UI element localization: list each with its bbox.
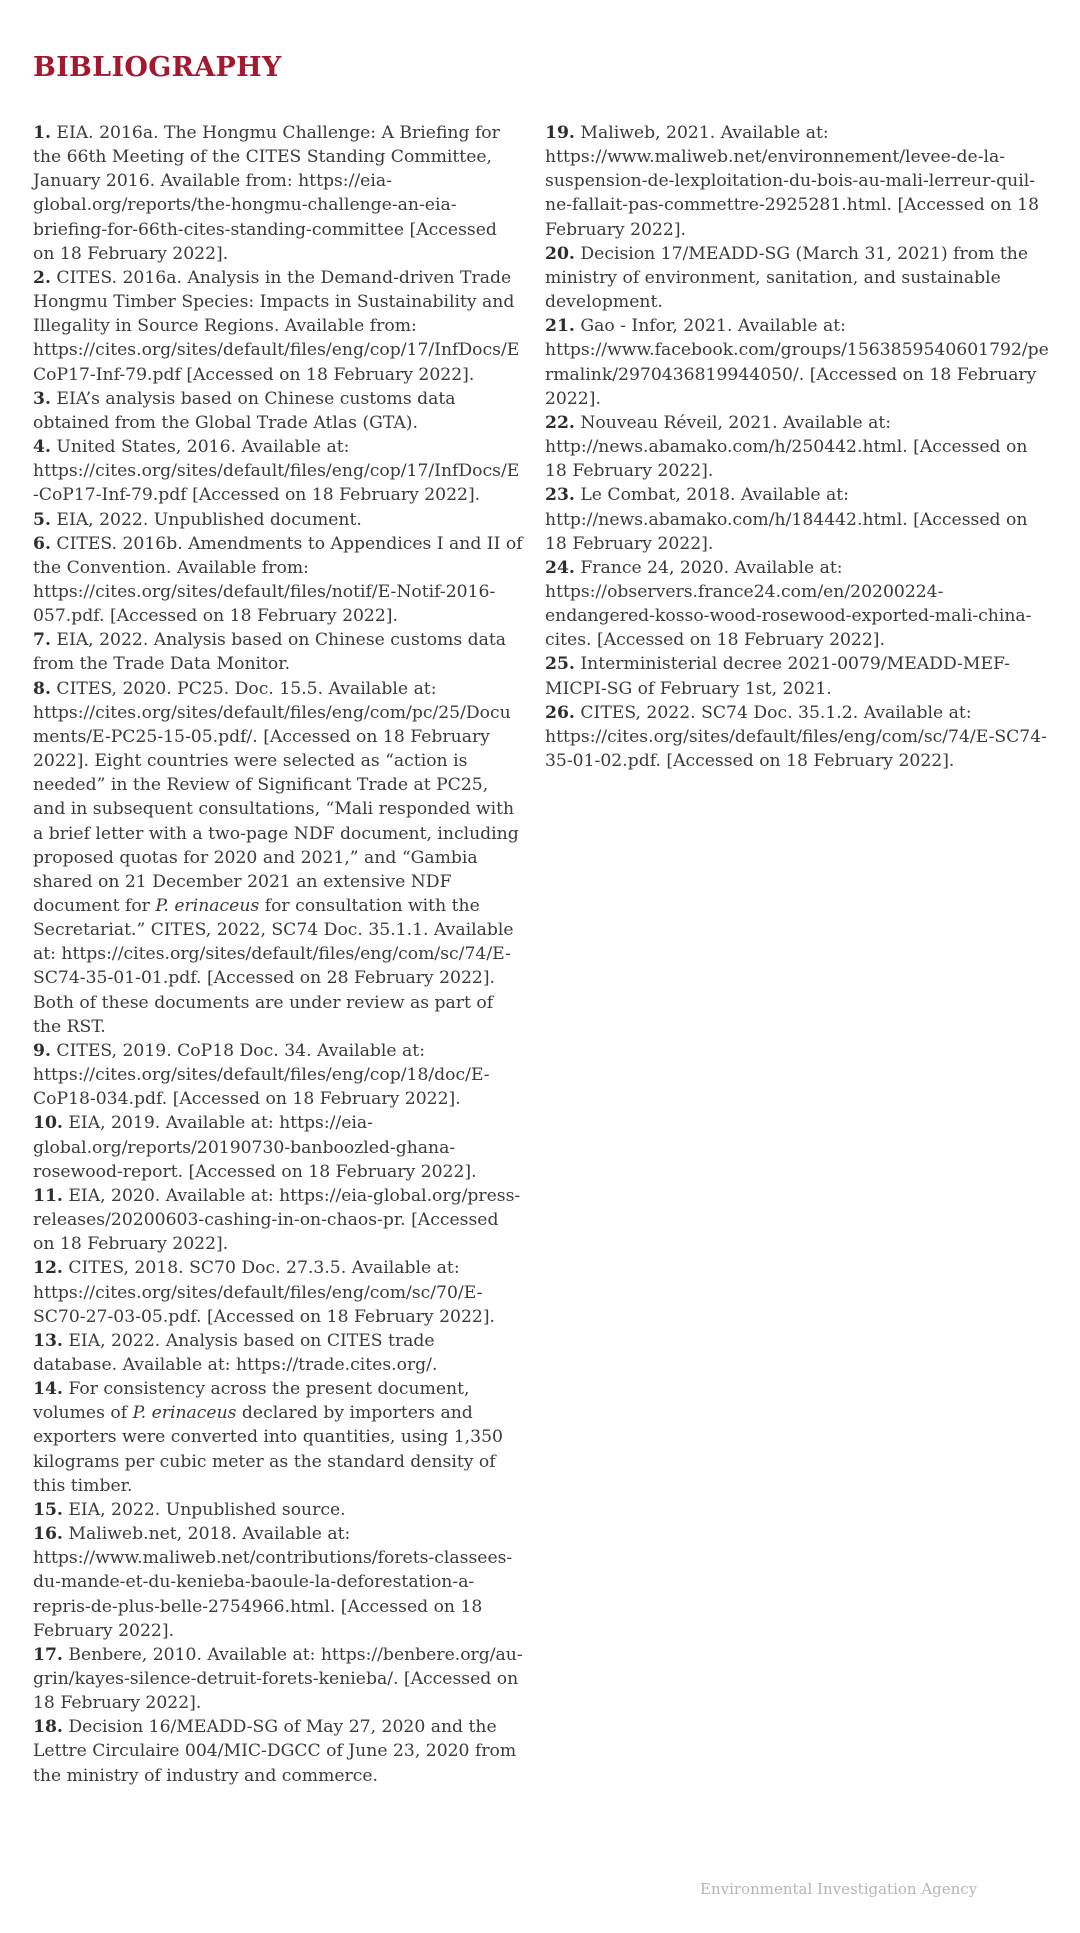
reference-text: EIA, 2020. Available at: https://eia-global.org/press-releases/20200603-cashing-in-on-chaos-pr. [Accessed on 18 February 2022]. xyxy=(33,1185,521,1255)
reference-number: 1. xyxy=(33,123,51,143)
reference-number: 21. xyxy=(545,316,575,337)
reference-number: 26. xyxy=(545,702,575,723)
reference-text: Maliweb.net, 2018. Available at: https://www.maliweb.net/contributions/forets-classees-du-mande-et-du-kenieba-baoule-la-deforestation-a-repris-de-plus-belle-2754966.html. [Accessed on 18 February 2022]. xyxy=(33,1524,513,1641)
reference-item xyxy=(33,532,523,629)
reference-item xyxy=(33,1715,523,1787)
reference-number: 15. xyxy=(33,1499,63,1520)
reference-number: 2. xyxy=(33,267,51,288)
reference-text: CITES, 2019. CoP18 Doc. 34. Available at: https://cites.org/sites/default/files/eng/cop/18/doc/E-CoP18-034.pdf. [Accessed on 18 February 2022]. xyxy=(33,1040,490,1110)
reference-text: Nouveau Réveil, 2021. Available at: http://news.abamako.com/h/250442.html. [Accessed on 18 February 2022]. xyxy=(545,412,1028,482)
reference-number: 24. xyxy=(545,557,575,578)
reference-text-before: CITES, 2020. PC25. Doc. 15.5. Available at: https://cites.org/sites/default/files/eng/com/pc/25/Documents/E-PC25-15-05.pdf/. [Accessed on 18 February 2022]. Eight countries were selected as “action is needed” in the Review of Significant Trade at PC25, and in subsequent consultations, “Mali responded with a brief letter with a two-page NDF document, including proposed quotas for 2020 and 2021,” and “Gambia shared on 21 December 2021 an extensive NDF document for xyxy=(33,678,519,916)
reference-number: 22. xyxy=(545,412,575,433)
reference-item xyxy=(33,677,523,1039)
reference-item xyxy=(33,628,523,676)
reference-number: 5. xyxy=(33,509,51,530)
reference-item xyxy=(33,1377,523,1498)
reference-item xyxy=(545,556,1050,653)
reference-number: 20. xyxy=(545,243,575,264)
references-right-column xyxy=(545,121,1050,773)
reference-item xyxy=(33,121,523,266)
reference-item xyxy=(33,1184,523,1256)
reference-text: EIA, 2022. Analysis based on Chinese customs data from the Trade Data Monitor. xyxy=(33,630,507,675)
reference-item xyxy=(33,1256,523,1328)
reference-item xyxy=(33,1643,523,1715)
reference-number: 6. xyxy=(33,533,51,554)
reference-text: EIA, 2019. Available at: https://eia-global.org/reports/20190730-banboozled-ghana-rosewood-report. [Accessed on 18 February 2022]. xyxy=(33,1113,477,1182)
reference-number: 13. xyxy=(33,1330,63,1351)
reference-number: 23. xyxy=(545,485,575,506)
reference-number: 17. xyxy=(33,1644,63,1665)
reference-text: CITES. 2016a. Analysis in the Demand-driven Trade Hongmu Timber Species: Impacts in Sustainability and Illegality in Source Regions. Available from: https://cites.org/sites/default/files/eng/cop/17/InfDocs/ECoP17-Inf-79.pdf [Accessed on 18 February 2022]. xyxy=(33,267,520,385)
reference-item xyxy=(545,314,1050,411)
reference-item xyxy=(33,1111,523,1183)
reference-number: 8. xyxy=(33,678,51,699)
reference-number: 3. xyxy=(33,388,51,409)
reference-item xyxy=(545,411,1050,483)
reference-text-after: for consultation with the Secretariat.” CITES, 2022, SC74 Doc. 35.1.1. Available at: https://cites.org/sites/default/files/eng/com/sc/74/E-SC74-35-01-01.pdf. [Accessed on 28 February 2022]. Both of these documents are under review as part of the RST. xyxy=(33,896,514,1037)
reference-item xyxy=(33,1522,523,1643)
reference-text: EIA, 2022. Analysis based on CITES trade database. Available at: https://trade.cites.org/. xyxy=(33,1330,438,1375)
reference-item xyxy=(545,242,1050,314)
reference-number: 12. xyxy=(33,1258,63,1279)
reference-text: Gao - Infor, 2021. Available at: https://www.facebook.com/groups/1563859540601792/permalink/2970436819944050/. [Accessed on 18 February 2022]. xyxy=(545,316,1049,409)
reference-number: 19. xyxy=(545,123,575,143)
reference-number: 4. xyxy=(33,437,51,458)
species-name: P. erinaceus xyxy=(155,896,260,916)
reference-number: 18. xyxy=(33,1717,63,1738)
reference-item xyxy=(33,1329,523,1377)
page-title: BIBLIOGRAPHY xyxy=(33,52,282,83)
reference-number: 7. xyxy=(33,630,51,651)
reference-number: 16. xyxy=(33,1524,63,1545)
reference-text: Interministerial decree 2021-0079/MEADD-MEF-MICPI-SG of February 1st, 2021. xyxy=(545,654,1010,699)
reference-text: CITES, 2018. SC70 Doc. 27.3.5. Available at: https://cites.org/sites/default/files/eng/com/sc/70/E-SC70-27-03-05.pdf. [Accessed on 18 February 2022]. xyxy=(33,1258,495,1327)
reference-text: Maliweb, 2021. Available at: https://www.maliweb.net/environnement/levee-de-la-suspension-de-lexploitation-du-bois-au-mali-lerreur-quil-ne-fallait-pas-commettre-2925281.html. [Accessed on 18 February 2022]. xyxy=(545,123,1040,240)
reference-text-before: For consistency across the present document, volumes of xyxy=(33,1379,470,1424)
references-left-column xyxy=(33,121,523,1788)
reference-item xyxy=(545,652,1050,700)
reference-text: Benbere, 2010. Available at: https://benbere.org/au-grin/kayes-silence-detruit-forets-kenieba/. [Accessed on 18 February 2022]. xyxy=(33,1644,523,1714)
reference-item xyxy=(545,483,1050,555)
reference-number: 25. xyxy=(545,654,575,675)
reference-item xyxy=(33,1498,523,1522)
reference-item xyxy=(545,701,1050,773)
reference-item xyxy=(33,435,523,507)
species-name: P. erinaceus xyxy=(132,1403,237,1424)
reference-text: EIA. 2016a. The Hongmu Challenge: A Briefing for the 66th Meeting of the CITES Standing Committee, January 2016. Available from: https://eia-global.org/reports/the-hongmu-challenge-an-eia-briefing-for-66th-cites-standing-committee [Accessed on 18 February 2022]. xyxy=(33,123,500,264)
reference-number: 9. xyxy=(33,1040,51,1061)
reference-text: Le Combat, 2018. Available at: http://news.abamako.com/h/184442.html. [Accessed on 18 February 2022]. xyxy=(545,485,1028,554)
reference-text: EIA, 2022. Unpublished document. xyxy=(56,509,362,530)
reference-text xyxy=(33,679,519,1037)
reference-text-after: declared by importers and exporters were converted into quantities, using 1,350 kilograms per cubic meter as the standard density of this timber. xyxy=(33,1403,503,1496)
reference-text: United States, 2016. Available at: https://cites.org/sites/default/files/eng/cop/17/InfDocs/E-CoP17-Inf-79.pdf [Accessed on 18 February 2022]. xyxy=(33,437,520,506)
reference-text: CITES, 2022. SC74 Doc. 35.1.2. Available at: https://cites.org/sites/default/files/eng/com/sc/74/E-SC74-35-01-02.pdf. [Accessed on 18 February 2022]. xyxy=(545,702,1047,772)
reference-text: Decision 16/MEADD-SG of May 27, 2020 and the Lettre Circulaire 004/MIC-DGCC of June 23, 2020 from the ministry of industry and commerce. xyxy=(33,1717,517,1786)
reference-number: 10. xyxy=(33,1113,63,1134)
reference-number: 14. xyxy=(33,1379,63,1400)
reference-text: EIA’s analysis based on Chinese customs data obtained from the Global Trade Atlas (GTA). xyxy=(33,388,456,433)
reference-text: Decision 17/MEADD-SG (March 31, 2021) from the ministry of environment, sanitation, and sustainable development. xyxy=(545,243,1028,313)
reference-text xyxy=(33,1379,503,1496)
reference-item xyxy=(33,1039,523,1111)
reference-number: 11. xyxy=(33,1185,63,1206)
reference-item xyxy=(33,508,523,532)
reference-item xyxy=(33,266,523,387)
reference-item xyxy=(33,387,523,435)
reference-text: France 24, 2020. Available at: https://observers.france24.com/en/20200224-endangered-kosso-wood-rosewood-exported-mali-china-cites. [Accessed on 18 February 2022]. xyxy=(545,557,1032,651)
reference-text: CITES. 2016b. Amendments to Appendices I and II of the Convention. Available from: https://cites.org/sites/default/files/notif/E-Notif-2016-057.pdf. [Accessed on 18 February 2022]. xyxy=(33,533,523,627)
footer-organization: Environmental Investigation Agency xyxy=(700,1880,978,1898)
reference-text: EIA, 2022. Unpublished source. xyxy=(68,1499,346,1520)
reference-item xyxy=(545,121,1050,242)
